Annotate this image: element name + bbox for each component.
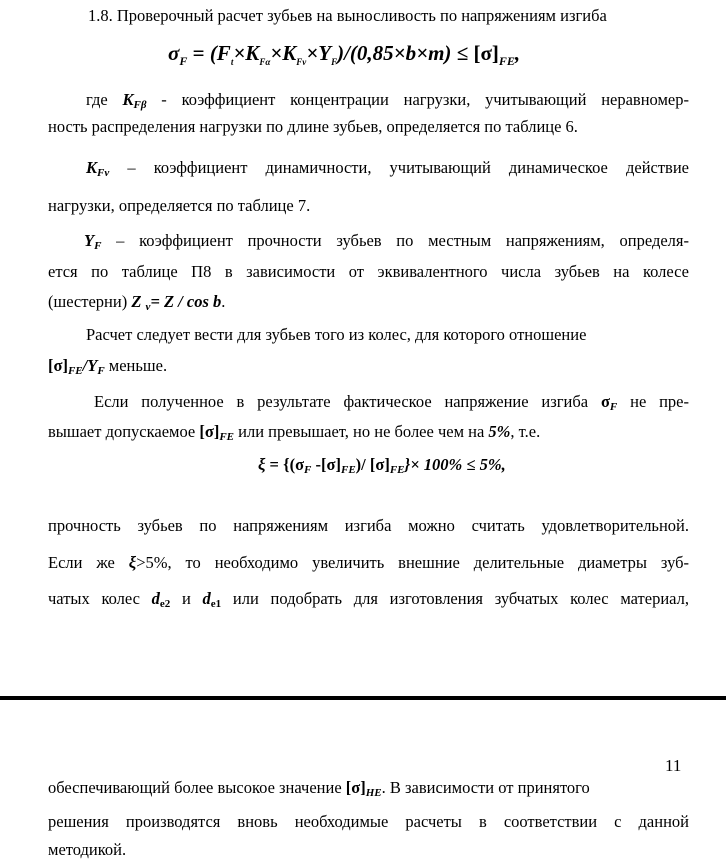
yf-line-2: ется по таблице П8 в зависимости от эквивалентного числа зубьев на колесе <box>48 262 689 281</box>
next-page-line-2: решения производятся вновь необходимые расчеты в соответствии с данной <box>48 812 689 831</box>
bending-stress-formula: $\sigma_F = (F_t\times K_{F\alpha}\times K_{Fv}\times Y_F)/(0,85\times b\times m) \le [\sigma]_{FE}$, <box>168 41 521 68</box>
if-line-2: вышает допускаемое $[\sigma]_{FE}$ или превышает, но не более чем на 5%, т.е. <box>48 422 541 443</box>
section-heading: 1.8. Проверочный расчет зубьев на выносливость по напряжениям изгиба <box>88 6 607 25</box>
page-break-divider <box>0 696 726 700</box>
strength-line-2: Если же ξ>5%, то необходимо увеличить внешние делительные диаметры зуб- <box>48 553 690 572</box>
kfv-line-1: $K_{Fv}$ – коэффициент динамичности, учитывающий динамическое действие <box>86 158 689 179</box>
strength-line-1: прочность зубьев по напряжениям изгиба можно считать удовлетворительной. <box>48 516 689 535</box>
kfb-line-2: ность распределения нагрузки по длине зубьев, определяется по таблице 6. <box>48 117 578 136</box>
calc-line-2: $[\sigma]_{FE}/Y_F$ меньше. <box>48 356 168 377</box>
kfv-line-2: нагрузки, определяется по таблице 7. <box>48 196 311 215</box>
yf-line-3: (шестерни) Z $_v$= Z / cos b. <box>48 292 226 313</box>
next-page-line-3: методикой. <box>48 840 127 859</box>
page-number: 11 <box>665 756 682 775</box>
yf-line-1: $Y_F$ – коэффициент прочности зубьев по местным напряжениям, определя- <box>84 231 689 252</box>
deviation-formula: $\xi = \{(\sigma_F$ $-[\sigma]_{FE})/$ $[\sigma]_{FE}\}\times 100\% \le 5\%$, <box>258 455 506 476</box>
calc-line-1: Расчет следует вести для зубьев того из колес, для которого отношение <box>86 325 587 344</box>
if-line-1: Если полученное в результате фактическое напряжение изгиба $\sigma_F$ не пре- <box>94 392 690 413</box>
strength-line-3: чатых колес $d_{e2}$ и $d_{e1}$ или подобрать для изготовления зубчатых колес материал, <box>48 589 689 610</box>
kfb-line-1: где $K_{F\beta}$ - коэффициент концентрации нагрузки, учитывающий неравномер- <box>86 90 689 111</box>
next-page-line-1: обеспечивающий более высокое значение $[\sigma]_{HE}$. В зависимости от принятого <box>48 778 590 799</box>
